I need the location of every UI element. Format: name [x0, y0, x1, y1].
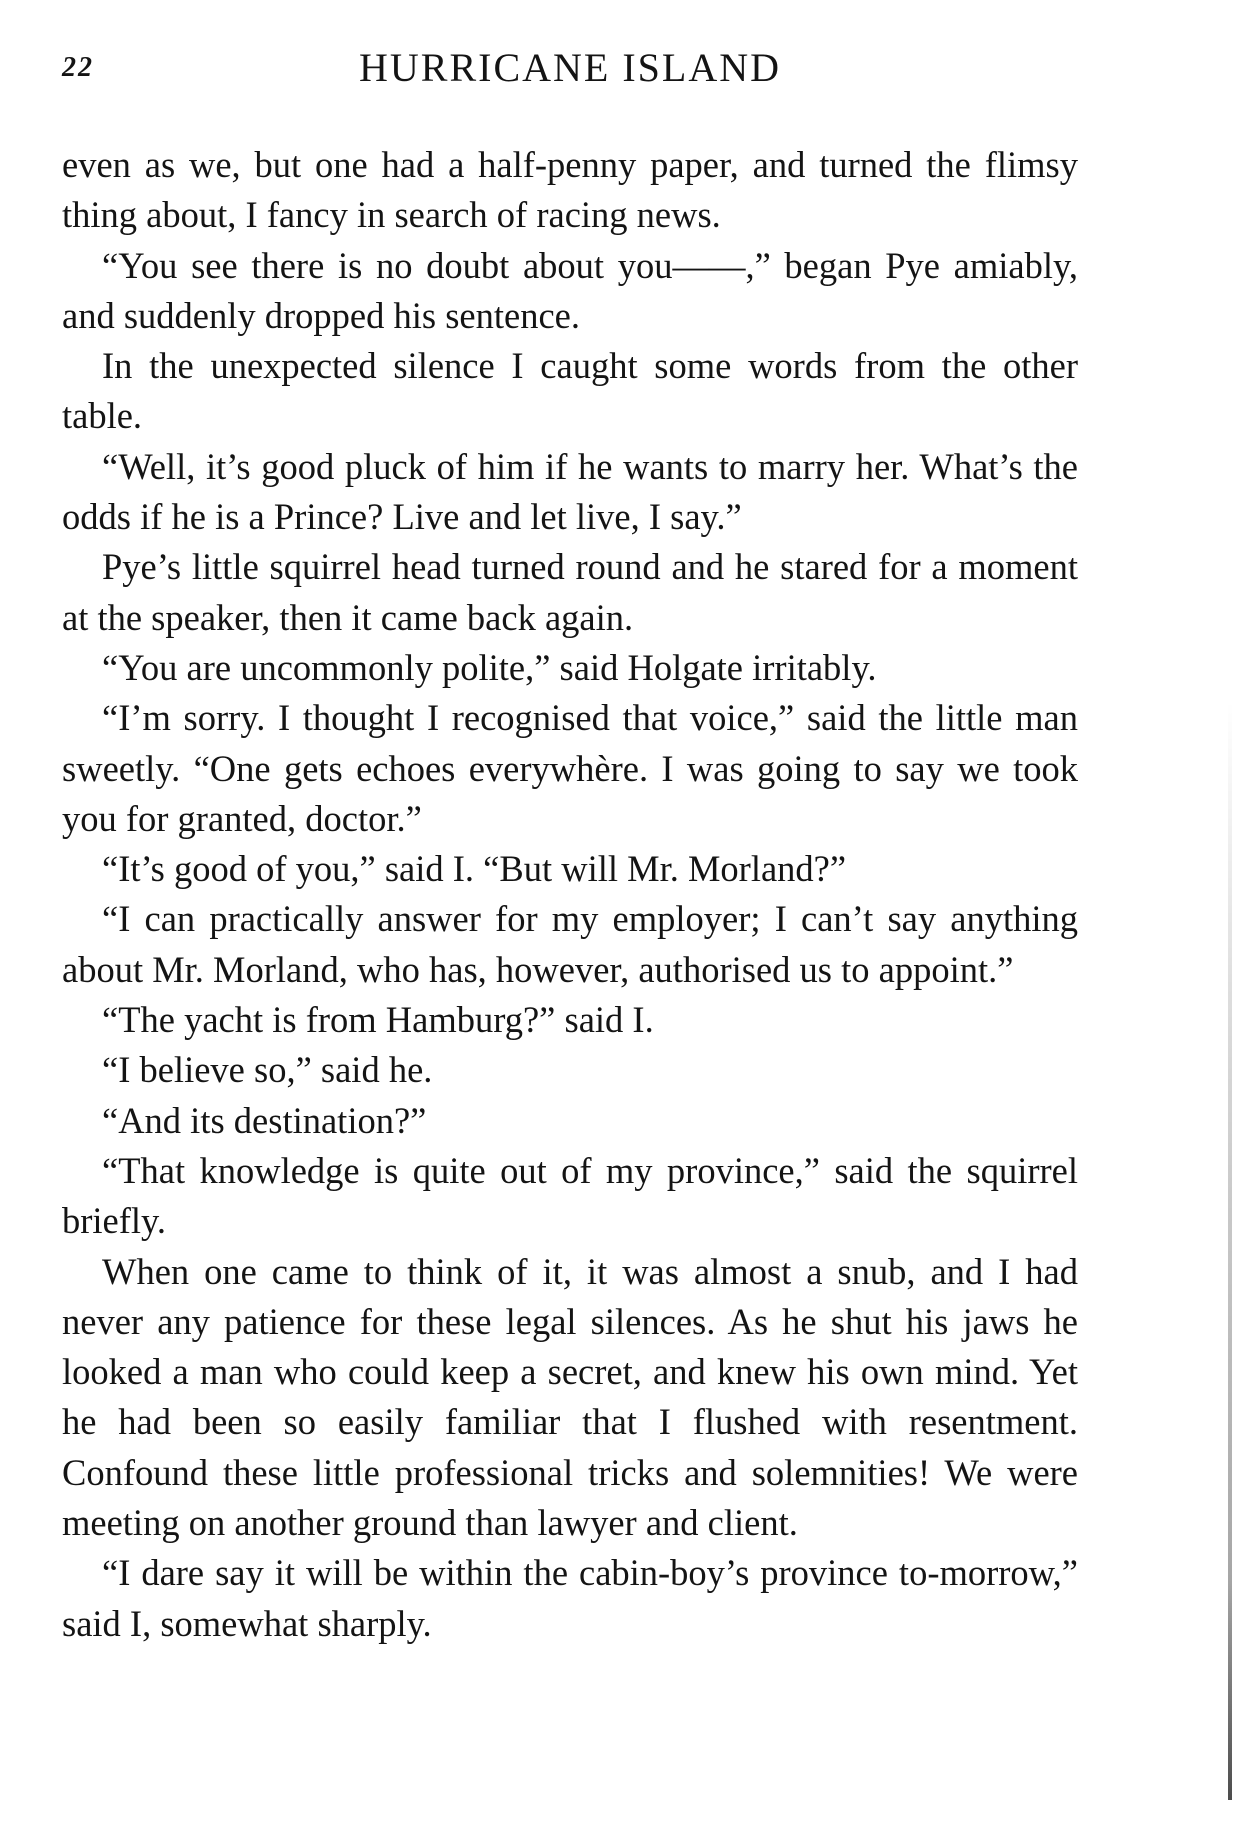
- paragraph: even as we, but one had a half-penny paper, and turned the flimsy thing about, I fancy in search of racing news.: [62, 144, 1078, 236]
- page-number: 22: [62, 52, 94, 83]
- paragraph: “The yacht is from Hamburg?” said I.: [102, 999, 654, 1041]
- paragraph: “Well, it’s good pluck of him if he wants to marry her. What’s the odds if he is a Prince? Live and let live, I say.”: [62, 445, 1078, 538]
- paragraph: “I dare say it will be within the cabin-boy’s province to-morrow,” said I, somewhat sharply.: [62, 1552, 1078, 1644]
- paragraph: “I believe so,” said he.: [102, 1049, 433, 1091]
- page-edge-shadow: [1228, 700, 1232, 1800]
- paragraph: “And its destination?”: [102, 1099, 427, 1141]
- paragraph: “I’m sorry. I thought I recognised that voice,” said the little man sweetly. “One gets echoes everywhère. I was going to say we took you for granted, doctor.”: [62, 697, 1078, 839]
- running-title: HURRICANE ISLAND: [359, 45, 781, 90]
- paragraph: “You see there is no doubt about you——,” began Pye amiably, and suddenly dropped his sentence.: [62, 244, 1078, 336]
- paragraph: “That knowledge is quite out of my province,” said the squirrel briefly.: [62, 1149, 1078, 1242]
- body-text: [62, 140, 1078, 1649]
- paragraph: In the unexpected silence I caught some words from the other table.: [62, 345, 1078, 437]
- page-header: [62, 44, 1078, 94]
- paragraph: “I can practically answer for my employer; I can’t say anything about Mr. Morland, who has, however, authorised us to appoint.”: [62, 898, 1078, 990]
- paragraph: “You are uncommonly polite,” said Holgate irritably.: [102, 646, 877, 688]
- paragraph: Pye’s little squirrel head turned round and he stared for a moment at the speaker, then it came back again.: [62, 546, 1078, 638]
- paragraph: “It’s good of you,” said I. “But will Mr. Morland?”: [102, 848, 847, 890]
- paragraph: When one came to think of it, it was almost a snub, and I had never any patience for these legal silences. As he shut his jaws he looked a man who could keep a secret, and knew his own mind. Yet he had been so easily familiar that I flushed with resentment. Confound these little professional tricks and solemnities! We were meeting on another ground than lawyer and client.: [62, 1250, 1078, 1544]
